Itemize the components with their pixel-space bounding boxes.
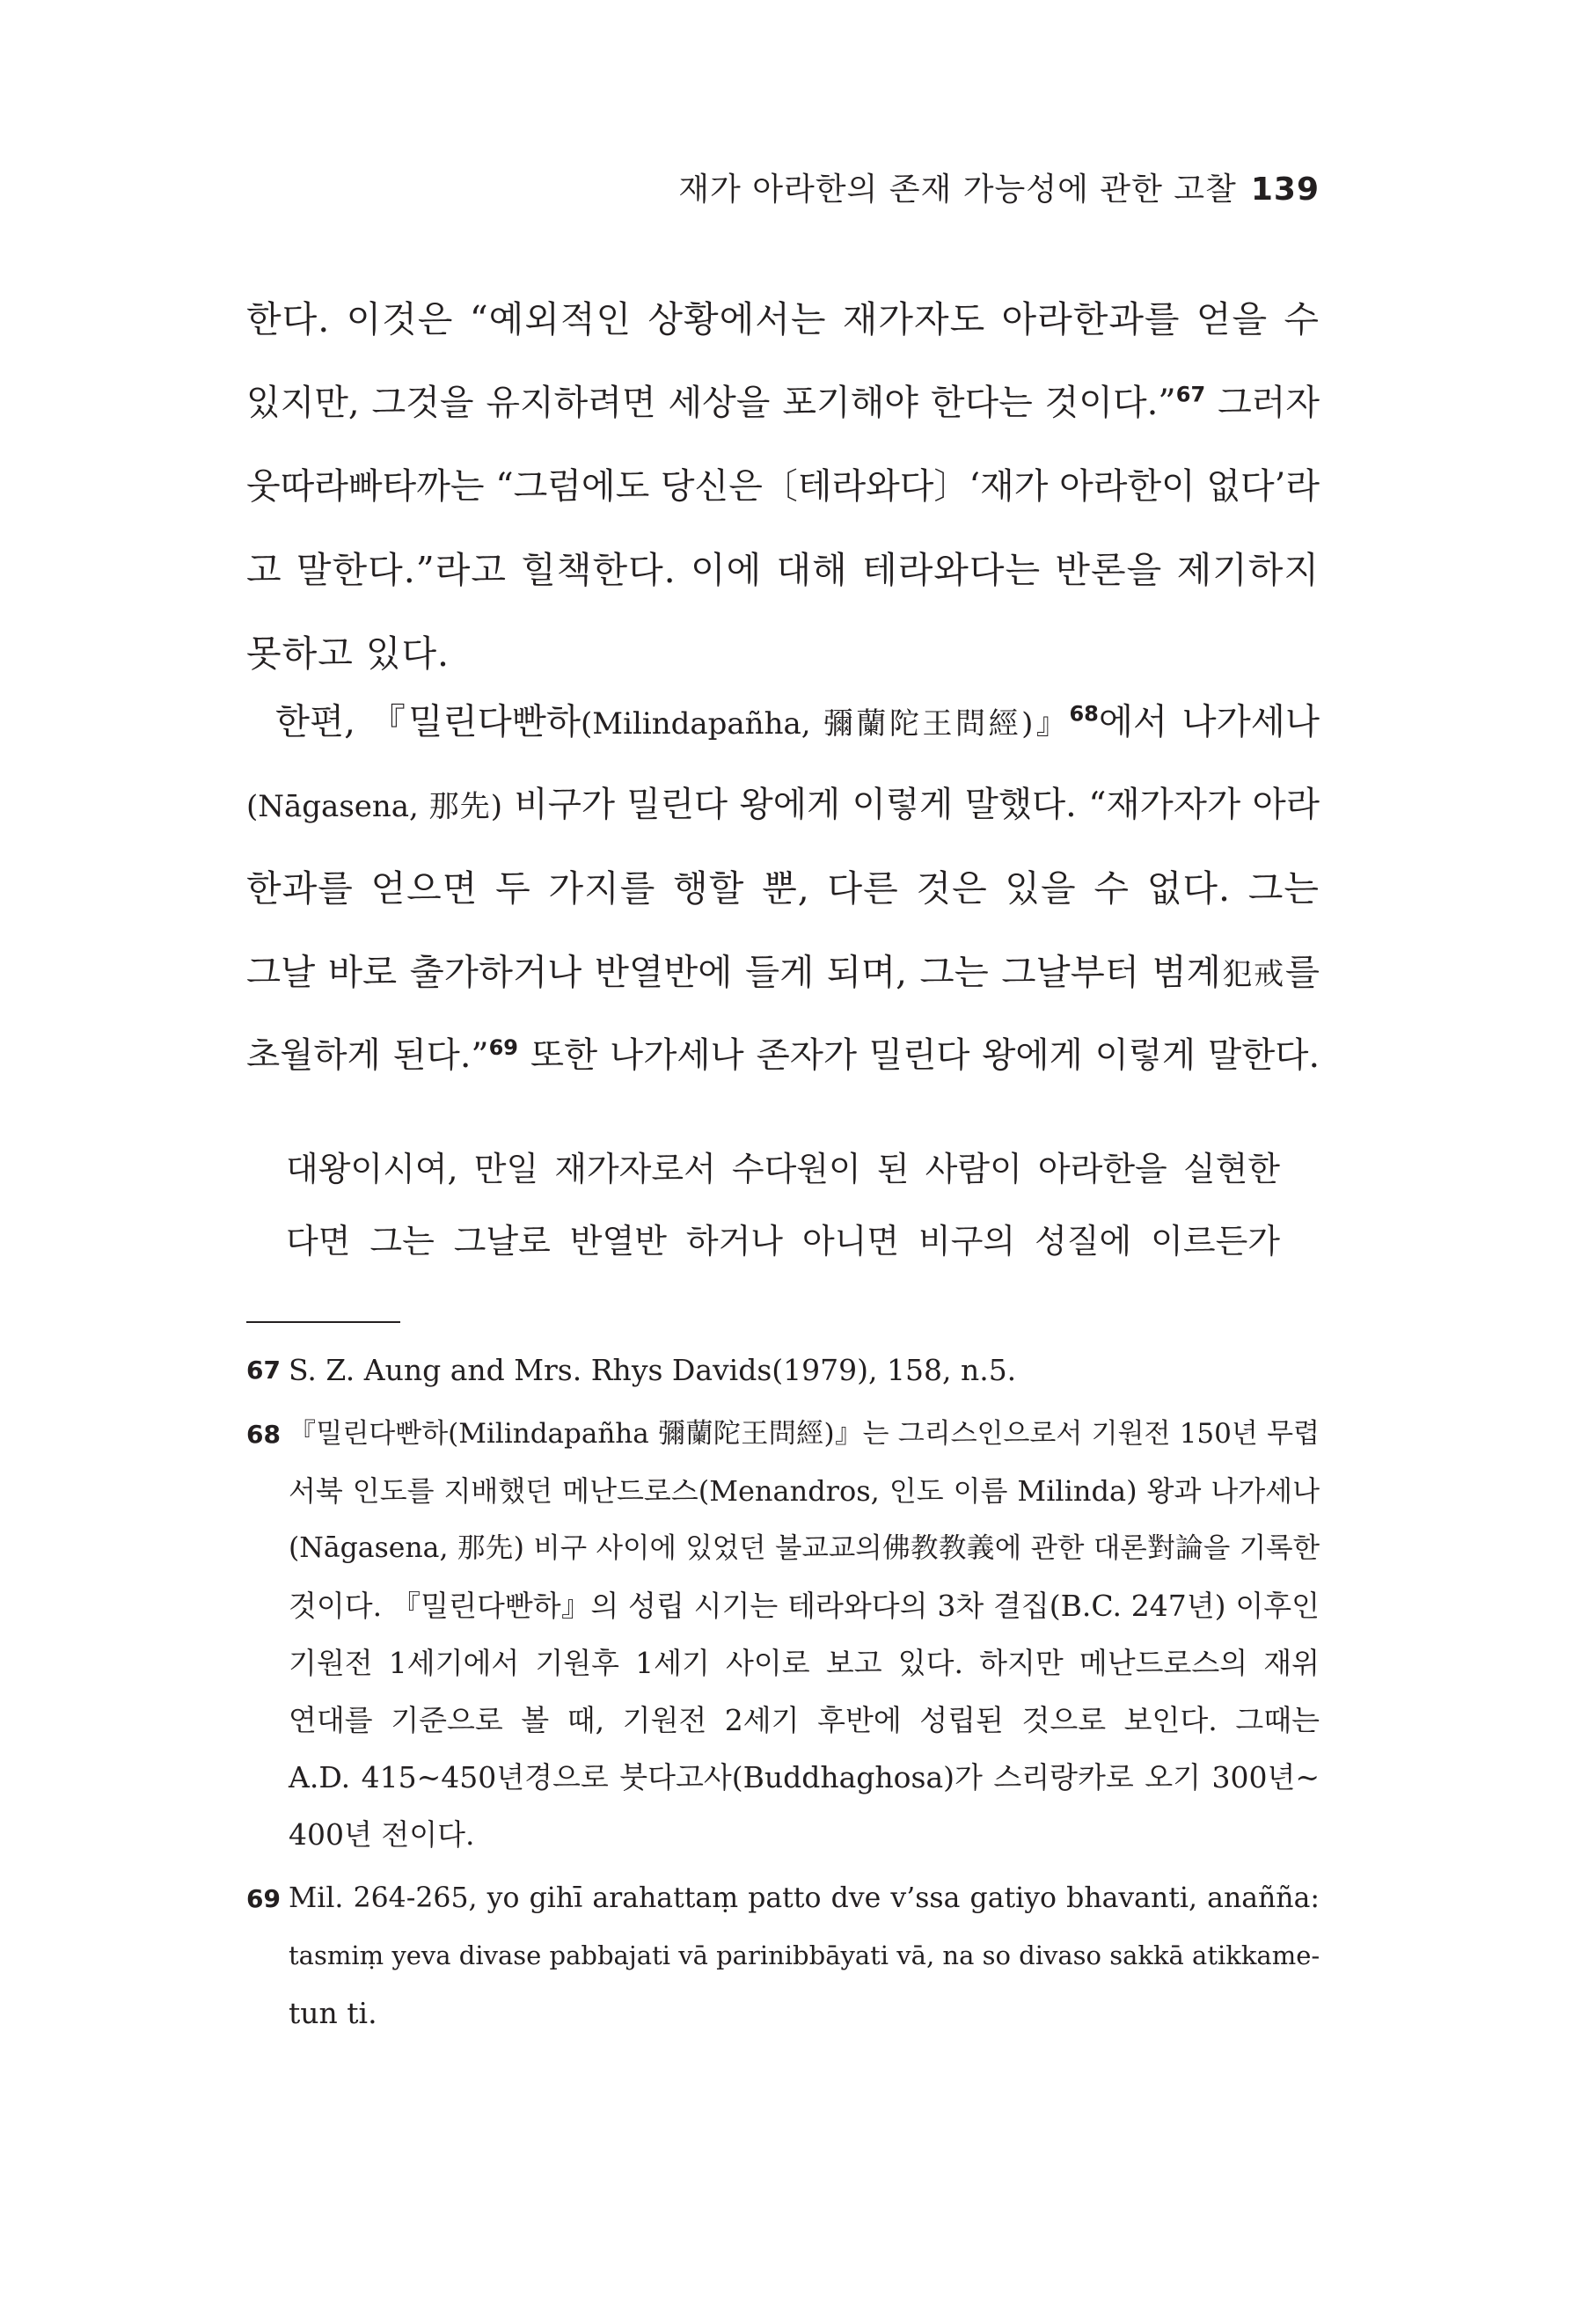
body-line-text: 있지만, 그것을 유지하려면 세상을 포기해야 한다는 것이다.”	[246, 383, 1176, 423]
footnote-number: 68	[246, 1420, 281, 1449]
body-text-run: 초월하게 된다.”	[246, 1035, 489, 1076]
footnote-69	[246, 1870, 1320, 2042]
footnote-line: tun ti.	[289, 1996, 377, 2030]
body-line: 한다. 이것은 “예외적인 상황에서는 재가자도 아라한과를 얻을 수	[246, 298, 1320, 340]
footnote-ref-69[interactable]: 69	[488, 1034, 518, 1060]
body-text-run: 비구가 밀린다 왕에게 이렇게 말했다. “재가자가 아라	[501, 785, 1320, 825]
footnote-line: tasmiṃ yeva divase pabbajati vā parinibbāyati vā, na so divaso sakkā atikkame-	[289, 1940, 1320, 1970]
footnotes	[246, 1341, 1320, 2049]
footnote-ref-67[interactable]: 67	[1175, 382, 1206, 407]
running-header	[264, 169, 1320, 211]
footnote-number: 67	[246, 1356, 281, 1385]
quote-line: 대왕이시여, 만일 재가자로서 수다원이 된 사람이 아라한을 실현한	[286, 1150, 1280, 1188]
body-text-run: (Milindapañha, 彌蘭陀王問經)』	[581, 706, 1070, 742]
footnote-line: A.D. 415~450년경으로 붓다고사(Buddhaghosa)가 스리랑카로 오기 300년~	[289, 1760, 1320, 1794]
footnote-number: 69	[246, 1884, 281, 1913]
footnote-line: 『밀린다빤하(Milindapañha 彌蘭陀王問經)』는 그리스인으로서 기원전 150년 무렵	[289, 1418, 1320, 1450]
body-text-run: 한편, 『밀린다빤하	[274, 700, 582, 742]
body-line-tail: 그러자	[1218, 383, 1320, 423]
footnote-line: 것이다. 『밀린다빤하』의 성립 시기는 테라와다의 3차 결집(B.C. 247년) 이후인	[289, 1589, 1320, 1623]
body-line: 웃따라빠타까는 “그럼에도 당신은〔테라와다〕‘재가 아라한이 없다’라	[246, 466, 1320, 507]
footnote-ref-68[interactable]: 68	[1069, 701, 1099, 727]
body-line: 고 말한다.”라고 힐책한다. 이에 대해 테라와다는 반론을 제기하지	[246, 549, 1320, 591]
body-text-run: 犯戒	[1220, 957, 1285, 992]
footnote-divider	[246, 1321, 400, 1323]
paragraph-1	[246, 278, 1320, 696]
body-text-run: 에서 나가세나	[1098, 700, 1320, 742]
paragraph-2	[246, 680, 1320, 1098]
block-quote	[286, 1133, 1280, 1277]
footnote-line: 기원전 1세기에서 기원후 1세기 사이로 보고 있다. 하지만 메난드로스의 재위	[289, 1646, 1320, 1680]
footnote-line: 400년 전이다.	[289, 1817, 475, 1852]
page-number: 139	[1250, 172, 1320, 208]
footnote-67	[246, 1341, 1320, 1399]
body-line: 못하고 있다.	[246, 632, 450, 675]
body-text-run: (Nāgasena, 那先)	[246, 789, 502, 824]
body-line	[246, 680, 1320, 764]
footnote-line: 연대를 기준으로 볼 때, 기원전 2세기 후반에 성립된 것으로 보인다. 그때는	[289, 1703, 1320, 1737]
footnote-line: Mil. 264-265, yo gihī arahattaṃ patto dve v’ssa gatiyo bhavanti, anañña:	[289, 1882, 1320, 1914]
body-line	[246, 764, 1320, 847]
footnote-line: 서북 인도를 지배했던 메난드로스(Menandros, 인도 이름 Milinda) 왕과 나가세나	[289, 1474, 1320, 1508]
running-title: 재가 아라한의 존재 가능성에 관한 고찰	[678, 172, 1237, 208]
quote-line: 다면 그는 그날로 반열반 하거나 아니면 비구의 성질에 이르든가	[286, 1222, 1280, 1261]
body-text-run: 그날 바로 출가하거나 반열반에 들게 되며, 그는 그날부터 범계	[246, 951, 1221, 993]
body-line	[246, 1014, 1320, 1098]
body-line	[246, 931, 1320, 1014]
footnote-line: S. Z. Aung and Mrs. Rhys Davids(1979), 158, n.5.	[289, 1353, 1017, 1387]
body-text-run: 또한 나가세나 존자가 밀린다 왕에게 이렇게 말한다.	[517, 1035, 1320, 1076]
footnote-line: (Nāgasena, 那先) 비구 사이에 있었던 불교교의佛教教義에 관한 대론對論을 기록한	[289, 1532, 1320, 1564]
body-line	[246, 362, 1320, 445]
body-line: 한과를 얻으면 두 가지를 행할 뿐, 다른 것은 있을 수 없다. 그는	[246, 867, 1320, 910]
footnote-68	[246, 1406, 1320, 1863]
body-text-run: 를	[1284, 951, 1320, 993]
